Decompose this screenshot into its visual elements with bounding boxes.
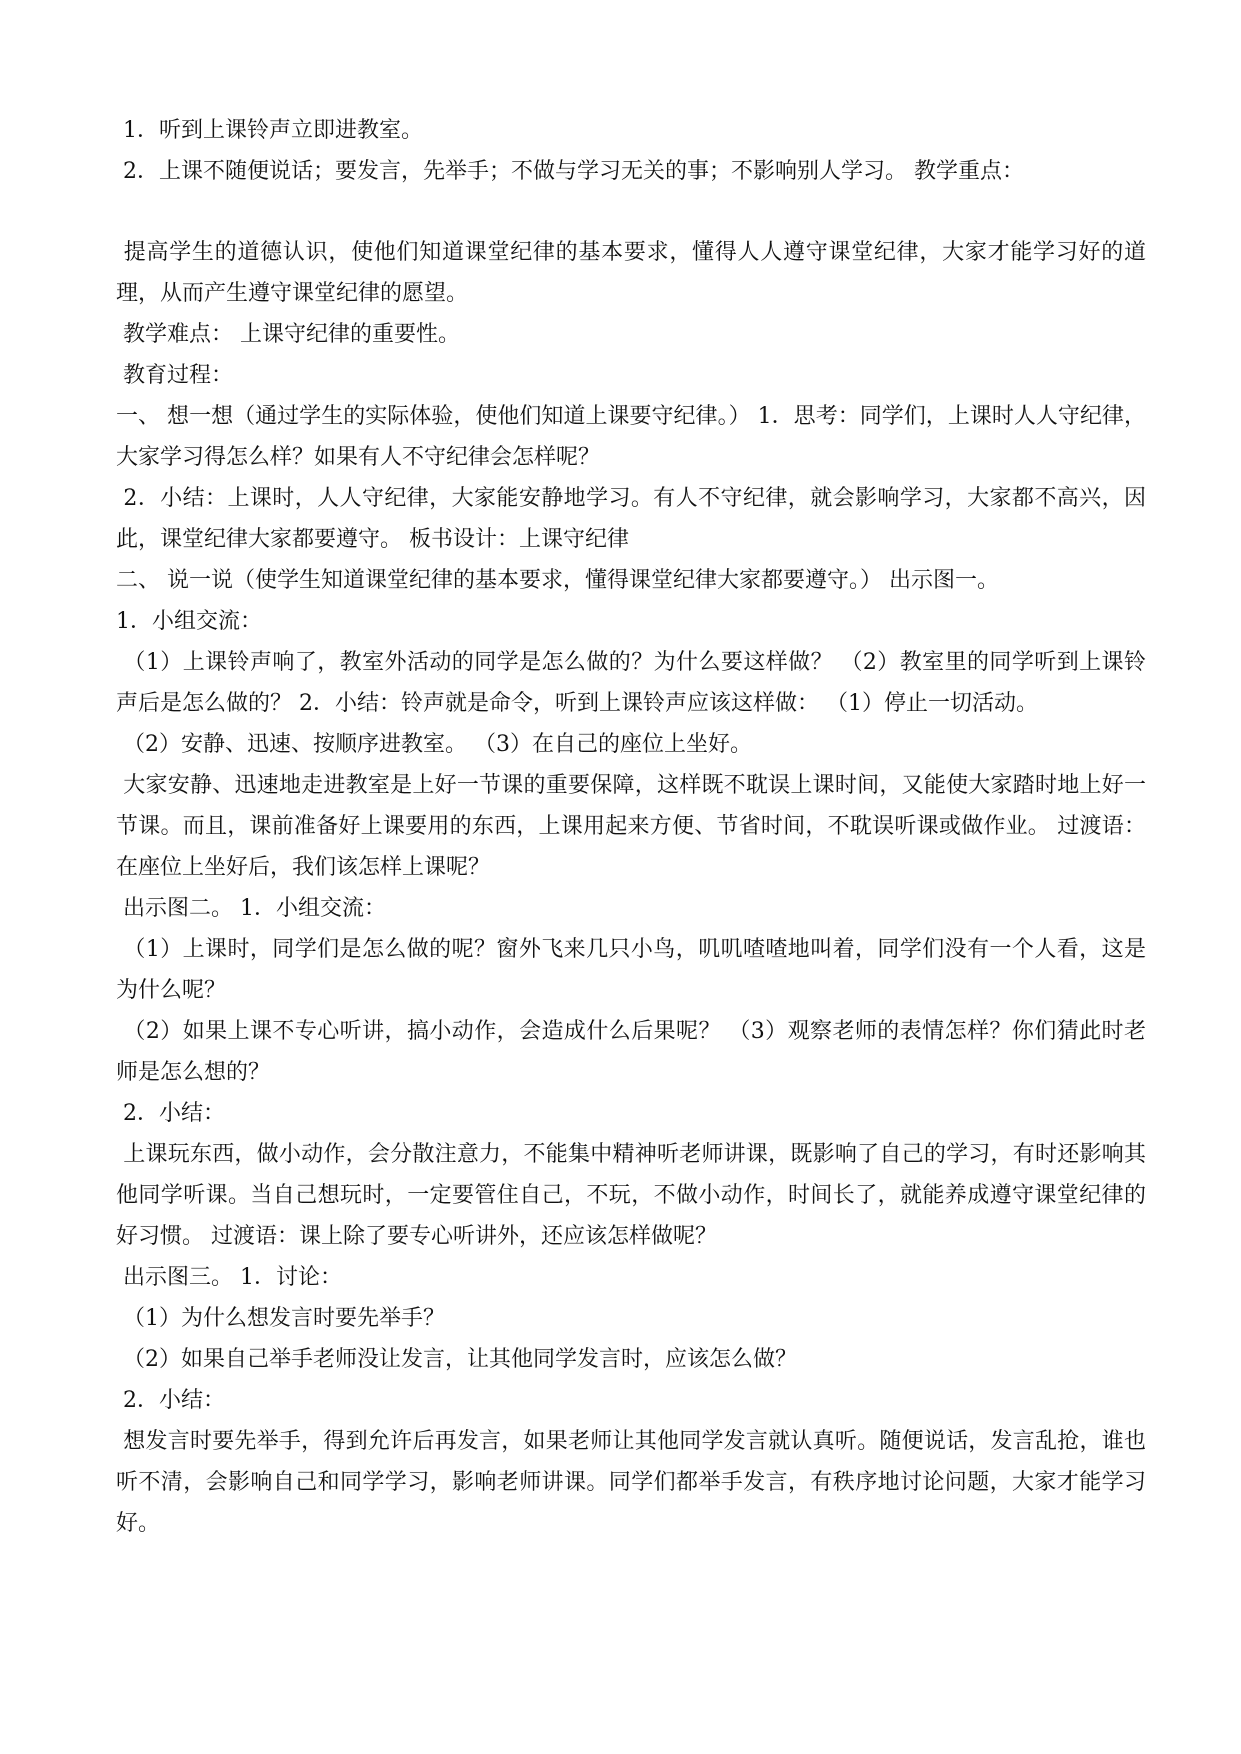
paragraph-question-consequence: （2）如果上课不专心听讲，搞小动作，会造成什么后果呢？ （3）观察老师的表情怎样？你们猜此时老师是怎么想的？ bbox=[116, 1019, 1146, 1085]
paragraph-question-raise-hand: （1）为什么想发言时要先举手？ bbox=[116, 1306, 445, 1331]
paragraph-section-1: 一、 想一想（通过学生的实际体验，使他们知道上课要守纪律。） 1．思考：同学们，上课时人人守纪律，大家学习得怎么样？如果有人不守纪律会怎样呢？ bbox=[116, 404, 1146, 470]
paragraph-difficulty: 教学难点： 上课守纪律的重要性。 bbox=[116, 322, 460, 347]
paragraph-rule-2: 2．上课不随便说话；要发言，先举手；不做与学习无关的事；不影响别人学习。 教学重点： bbox=[116, 159, 1024, 184]
paragraph-rule-1: 1．听到上课铃声立即进教室。 bbox=[116, 118, 423, 143]
paragraph-summary-2-heading: 2．小结： bbox=[116, 1101, 225, 1126]
paragraph-group-discussion-1: 1．小组交流： bbox=[116, 609, 262, 634]
paragraph-summary-3-heading: 2．小结： bbox=[116, 1388, 225, 1413]
paragraph-section-2: 二、 说一说（使学生知道课堂纪律的基本要求，懂得课堂纪律大家都要遵守。） 出示图一。 bbox=[116, 568, 999, 593]
paragraph-summary-3: 想发言时要先举手，得到允许后再发言，如果老师让其他同学发言就认真听。随便说话，发言乱抢，谁也听不清，会影响自己和同学学习，影响老师讲课。同学们都举手发言，有秩序地讨论问题，大家才能学习好。 bbox=[116, 1429, 1146, 1536]
paragraph-steps: （2）安静、迅速、按顺序进教室。 （3）在自己的座位上坐好。 bbox=[116, 732, 752, 757]
paragraph-figure-2: 出示图二。 1．小组交流： bbox=[116, 896, 386, 921]
document-body bbox=[116, 110, 1146, 1544]
paragraph-figure-3: 出示图三。 1．讨论： bbox=[116, 1265, 342, 1290]
paragraph-question-birds: （1）上课时，同学们是怎么做的呢？窗外飞来几只小鸟，叽叽喳喳地叫着，同学们没有一个人看，这是为什么呢？ bbox=[116, 937, 1146, 1003]
paragraph-summary-1: 2．小结：上课时，人人守纪律，大家能安静地学习。有人不守纪律，就会影响学习，大家都不高兴，因此，课堂纪律大家都要遵守。 板书设计：上课守纪律 bbox=[116, 486, 1146, 552]
paragraph-gap bbox=[116, 192, 1146, 232]
paragraph-process-heading: 教育过程： bbox=[116, 363, 234, 388]
paragraph-explanation-1: 大家安静、迅速地走进教室是上好一节课的重要保障，这样既不耽误上课时间，又能使大家踏时地上好一节课。而且，课前准备好上课要用的东西，上课用起来方便、节省时间，不耽误听课或做作业。 过渡语：在座位上坐好后，我们该怎样上课呢？ bbox=[116, 773, 1146, 880]
paragraph-summary-2: 上课玩东西，做小动作，会分散注意力，不能集中精神听老师讲课，既影响了自己的学习，有时还影响其他同学听课。当自己想玩时，一定要管住自己，不玩，不做小动作，时间长了，就能养成遵守课堂纪律的好习惯。 过渡语：课上除了要专心听讲外，还应该怎样做呢？ bbox=[116, 1142, 1146, 1249]
paragraph-questions-1: （1）上课铃声响了，教室外活动的同学是怎么做的？为什么要这样做？ （2）教室里的同学听到上课铃声后是怎么做的？ 2．小结：铃声就是命令，听到上课铃声应该这样做： （1）停止一切活动。 bbox=[116, 650, 1146, 716]
paragraph-question-not-called: （2）如果自己举手老师没让发言，让其他同学发言时，应该怎么做？ bbox=[116, 1347, 797, 1372]
paragraph-key-point: 提高学生的道德认识，使他们知道课堂纪律的基本要求，懂得人人遵守课堂纪律，大家才能学习好的道理，从而产生遵守课堂纪律的愿望。 bbox=[116, 240, 1146, 306]
